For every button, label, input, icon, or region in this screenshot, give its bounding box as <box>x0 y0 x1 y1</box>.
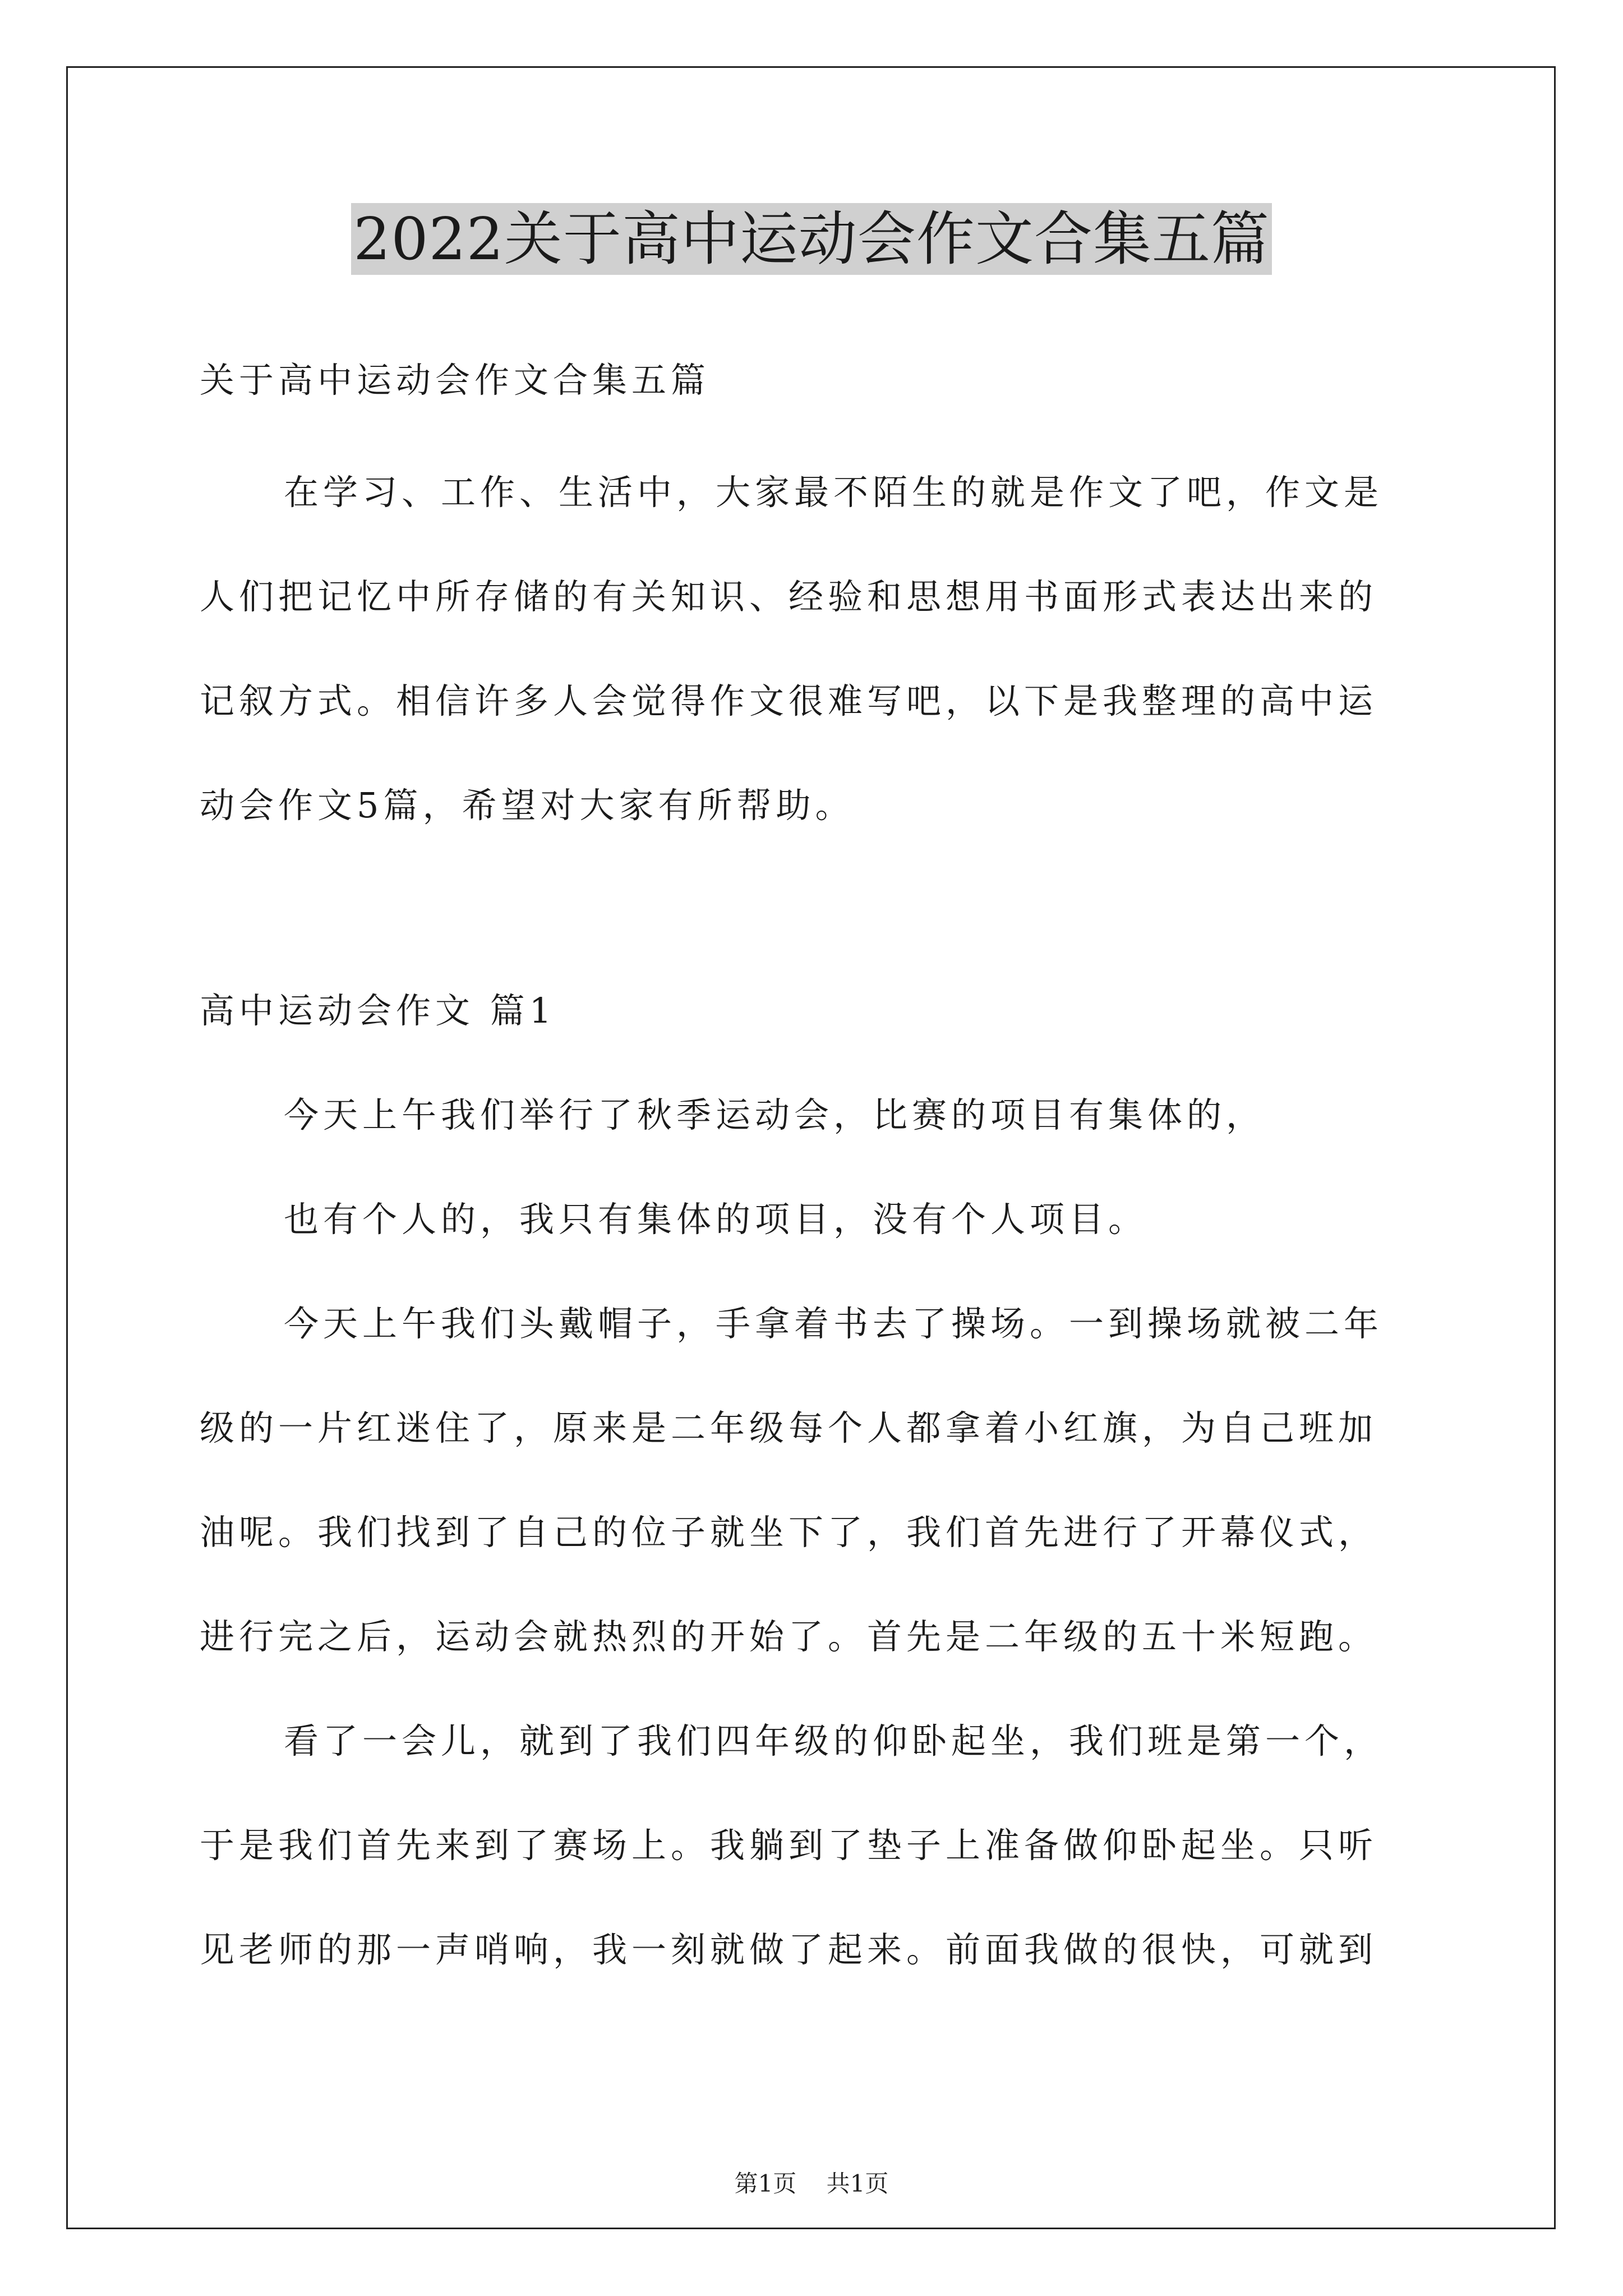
body-line-7: 看了一会儿，就到了我们四年级的仰卧起坐，我们班是第一个， <box>284 1720 1384 1761</box>
page-number: 第1页 <box>734 2170 797 2197</box>
title-container <box>0 203 1623 275</box>
body-line-4: 级的一片红迷住了，原来是二年级每个人都拿着小红旗，为自己班加 <box>200 1407 1378 1448</box>
intro-line-2: 人们把记忆中所存储的有关知识、经验和思想用书面形式表达出来的 <box>200 576 1378 617</box>
body-line-6: 进行完之后，运动会就热烈的开始了。首先是二年级的五十米短跑。 <box>200 1616 1378 1657</box>
section-heading: 高中运动会作文 篇1 <box>200 990 556 1031</box>
subtitle: 关于高中运动会作文合集五篇 <box>200 360 711 401</box>
body-line-5: 油呢。我们找到了自己的位子就坐下了，我们首先进行了开幕仪式， <box>200 1512 1378 1553</box>
intro-line-3: 记叙方式。相信许多人会觉得作文很难写吧，以下是我整理的高中运 <box>200 680 1378 721</box>
body-line-9: 见老师的那一声哨响，我一刻就做了起来。前面我做的很快，可就到 <box>200 1929 1378 1970</box>
document-title: 2022关于高中运动会作文合集五篇 <box>351 203 1272 275</box>
page-total: 共1页 <box>826 2170 889 2197</box>
intro-line-1: 在学习、工作、生活中，大家最不陌生的就是作文了吧，作文是 <box>284 472 1384 513</box>
intro-line-4: 动会作文5篇，希望对大家有所帮助。 <box>200 785 855 826</box>
body-line-3: 今天上午我们头戴帽子，手拿着书去了操场。一到操场就被二年 <box>284 1303 1384 1344</box>
page-footer <box>0 2165 1623 2199</box>
body-line-1: 今天上午我们举行了秋季运动会，比赛的项目有集体的， <box>284 1094 1266 1135</box>
body-line-2: 也有个人的，我只有集体的项目，没有个人项目。 <box>284 1199 1148 1240</box>
body-line-8: 于是我们首先来到了赛场上。我躺到了垫子上准备做仰卧起坐。只听 <box>200 1825 1378 1866</box>
